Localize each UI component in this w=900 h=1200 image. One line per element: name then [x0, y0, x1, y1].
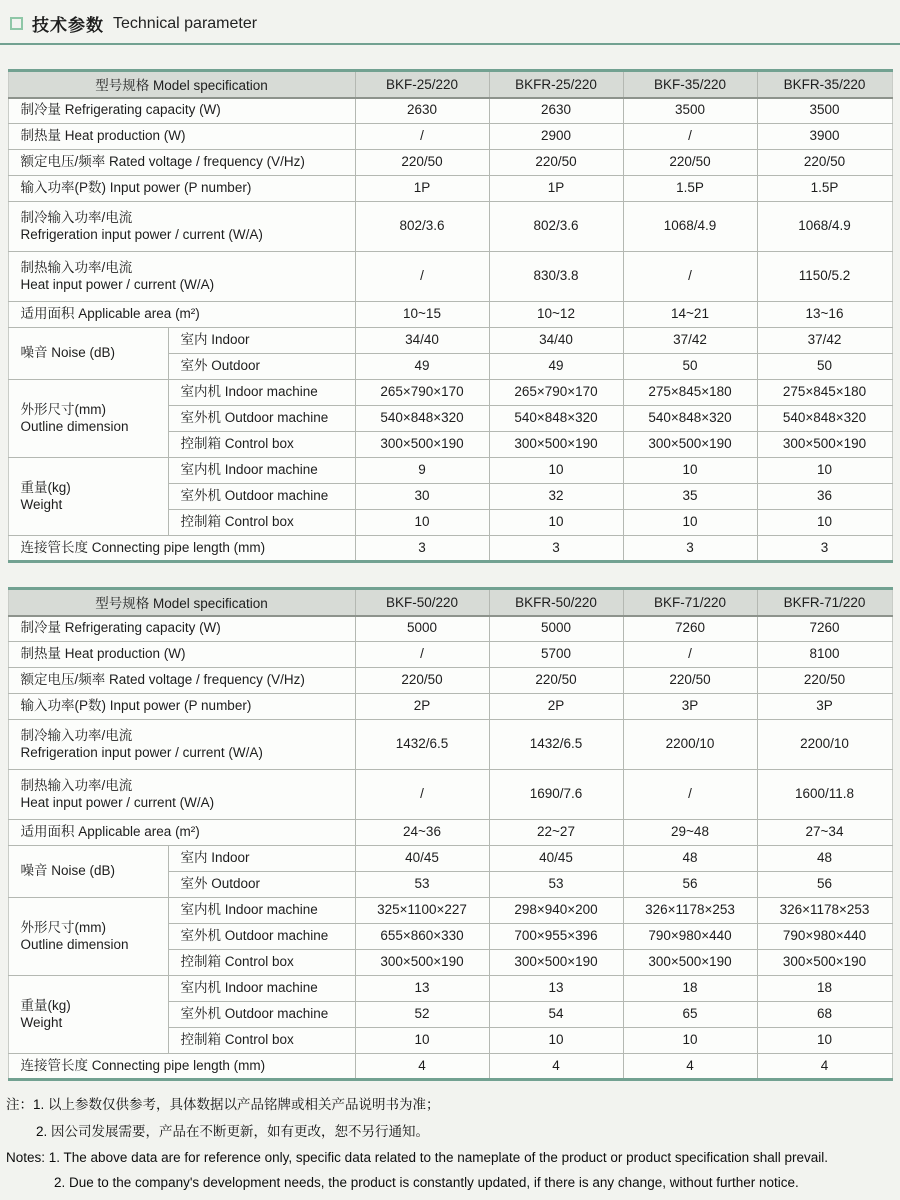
- table-header: [8, 71, 892, 98]
- value-cell: 790×980×440: [757, 924, 892, 950]
- label-line: Outline dimension: [20, 418, 129, 434]
- value-cell: 540×848×320: [489, 406, 623, 432]
- value-cell: 220/50: [489, 150, 623, 176]
- value-cell: 5700: [489, 642, 623, 668]
- label-line: 重量(kg): [20, 997, 71, 1013]
- table-row: [8, 1054, 892, 1080]
- table-row: [8, 124, 892, 150]
- value-cell: 300×500×190: [355, 432, 489, 458]
- value-cell: 220/50: [355, 150, 489, 176]
- value-cell: 540×848×320: [623, 406, 757, 432]
- table-body: [8, 616, 892, 1080]
- model-column-header-cell: BKFR-50/220: [489, 589, 623, 616]
- value-cell: 1P: [489, 176, 623, 202]
- table-row: [8, 820, 892, 846]
- row-label-cell: [8, 720, 355, 770]
- row-label-cell: 连接管长度 Connecting pipe length (mm): [8, 1054, 355, 1080]
- label-line: Weight: [20, 1014, 63, 1030]
- value-cell: 300×500×190: [757, 950, 892, 976]
- value-cell: 56: [623, 872, 757, 898]
- table-row: [8, 150, 892, 176]
- model-column-header-cell: BKF-71/220: [623, 589, 757, 616]
- value-cell: 36: [757, 484, 892, 510]
- value-cell: /: [623, 770, 757, 820]
- value-cell: 35: [623, 484, 757, 510]
- sub-label-cell: 室内机 Indoor machine: [168, 976, 355, 1002]
- page-title-en: Technical parameter: [113, 14, 258, 32]
- model-column-header-cell: BKFR-71/220: [757, 589, 892, 616]
- value-cell: 655×860×330: [355, 924, 489, 950]
- value-cell: 4: [757, 1054, 892, 1080]
- value-cell: 22~27: [489, 820, 623, 846]
- value-cell: 50: [757, 354, 892, 380]
- value-cell: 30: [355, 484, 489, 510]
- value-cell: /: [355, 770, 489, 820]
- value-cell: 220/50: [489, 668, 623, 694]
- note-en-line-1: Notes: 1. The above data are for reference only, specific data related to the nameplate of the product or product specification shall prevail.: [6, 1150, 828, 1165]
- table-row: [8, 770, 892, 820]
- value-cell: 220/50: [757, 668, 892, 694]
- value-cell: 10: [489, 1028, 623, 1054]
- value-cell: 300×500×190: [757, 432, 892, 458]
- value-cell: 2P: [489, 694, 623, 720]
- value-cell: 265×790×170: [355, 380, 489, 406]
- sub-label-cell: 室外 Outdoor: [168, 354, 355, 380]
- label-line: 外形尺寸(mm): [20, 919, 106, 935]
- value-cell: 275×845×180: [757, 380, 892, 406]
- model-column-header-cell: BKFR-25/220: [489, 71, 623, 98]
- group-label-cell: [8, 976, 168, 1054]
- sub-label-cell: 控制箱 Control box: [168, 510, 355, 536]
- table-row: [8, 846, 892, 872]
- value-cell: 48: [757, 846, 892, 872]
- table-body: [8, 98, 892, 562]
- value-cell: 700×955×396: [489, 924, 623, 950]
- table-row: [8, 536, 892, 562]
- value-cell: 4: [623, 1054, 757, 1080]
- header-row: [8, 589, 892, 616]
- group-label-cell: [8, 380, 168, 458]
- table-row: [8, 616, 892, 642]
- value-cell: 298×940×200: [489, 898, 623, 924]
- value-cell: 49: [355, 354, 489, 380]
- sub-label-cell: 室外机 Outdoor machine: [168, 406, 355, 432]
- value-cell: 1P: [355, 176, 489, 202]
- label-line: 制冷输入功率/电流: [20, 727, 133, 743]
- row-label-cell: [8, 202, 355, 252]
- label-line: 外形尺寸(mm): [20, 401, 106, 417]
- row-label-cell: [8, 252, 355, 302]
- note-zh-line-1: 注：1. 以上参数仅供参考，具体数据以产品铭牌或相关产品说明书为准；: [6, 1097, 440, 1112]
- label-line: Weight: [20, 496, 63, 512]
- value-cell: 2200/10: [623, 720, 757, 770]
- value-cell: 54: [489, 1002, 623, 1028]
- row-label-cell: 制热量 Heat production (W): [8, 124, 355, 150]
- value-cell: 24~36: [355, 820, 489, 846]
- value-cell: 300×500×190: [489, 950, 623, 976]
- value-cell: 3900: [757, 124, 892, 150]
- value-cell: 53: [489, 872, 623, 898]
- value-cell: 52: [355, 1002, 489, 1028]
- sub-label-cell: 室外 Outdoor: [168, 872, 355, 898]
- row-label-cell: 输入功率(P数) Input power (P number): [8, 176, 355, 202]
- value-cell: 10: [355, 1028, 489, 1054]
- row-label-cell: 适用面积 Applicable area (m²): [8, 820, 355, 846]
- value-cell: 8100: [757, 642, 892, 668]
- label-line: Heat input power / current (W/A): [20, 276, 215, 292]
- row-label-cell: 额定电压/频率 Rated voltage / frequency (V/Hz): [8, 668, 355, 694]
- table-row: [8, 176, 892, 202]
- value-cell: 220/50: [623, 668, 757, 694]
- value-cell: 40/45: [355, 846, 489, 872]
- value-cell: /: [355, 124, 489, 150]
- value-cell: 10: [489, 458, 623, 484]
- note-en-line-2: 2. Due to the company's development needs, the product is constantly updated, if there is any change, without further notice.: [54, 1175, 799, 1190]
- value-cell: 4: [489, 1054, 623, 1080]
- label-line: 噪音 Noise (dB): [20, 863, 116, 879]
- table-row: [8, 252, 892, 302]
- value-cell: 48: [623, 846, 757, 872]
- value-cell: 37/42: [757, 328, 892, 354]
- value-cell: 2900: [489, 124, 623, 150]
- notes: [6, 1091, 890, 1195]
- value-cell: 7260: [623, 616, 757, 642]
- value-cell: 220/50: [757, 150, 892, 176]
- value-cell: 3: [355, 536, 489, 562]
- sub-label-cell: 室外机 Outdoor machine: [168, 924, 355, 950]
- sub-label-cell: 室外机 Outdoor machine: [168, 1002, 355, 1028]
- value-cell: 10~12: [489, 302, 623, 328]
- value-cell: 13~16: [757, 302, 892, 328]
- value-cell: 34/40: [489, 328, 623, 354]
- value-cell: /: [355, 642, 489, 668]
- value-cell: 10: [623, 458, 757, 484]
- value-cell: 265×790×170: [489, 380, 623, 406]
- value-cell: 2630: [489, 98, 623, 124]
- sub-label-cell: 控制箱 Control box: [168, 1028, 355, 1054]
- value-cell: 830/3.8: [489, 252, 623, 302]
- value-cell: /: [623, 642, 757, 668]
- value-cell: 2630: [355, 98, 489, 124]
- group-label-cell: [8, 846, 168, 898]
- value-cell: 5000: [355, 616, 489, 642]
- value-cell: 3: [623, 536, 757, 562]
- value-cell: 1432/6.5: [489, 720, 623, 770]
- value-cell: 326×1178×253: [757, 898, 892, 924]
- sub-label-cell: 室内 Indoor: [168, 328, 355, 354]
- sub-label-cell: 控制箱 Control box: [168, 432, 355, 458]
- sub-label-cell: 室内机 Indoor machine: [168, 898, 355, 924]
- value-cell: 802/3.6: [355, 202, 489, 252]
- label-line: 制冷输入功率/电流: [20, 209, 133, 225]
- value-cell: 27~34: [757, 820, 892, 846]
- value-cell: 49: [489, 354, 623, 380]
- model-column-header-cell: BKF-35/220: [623, 71, 757, 98]
- label-line: 制热输入功率/电流: [20, 777, 133, 793]
- table-header: [8, 589, 892, 616]
- value-cell: 3: [489, 536, 623, 562]
- row-label-cell: [8, 770, 355, 820]
- page-title-zh: 技术参数: [32, 16, 104, 35]
- table-row: [8, 458, 892, 484]
- value-cell: 50: [623, 354, 757, 380]
- row-label-cell: 连接管长度 Connecting pipe length (mm): [8, 536, 355, 562]
- value-cell: 9: [355, 458, 489, 484]
- row-label-cell: 适用面积 Applicable area (m²): [8, 302, 355, 328]
- value-cell: 10: [489, 510, 623, 536]
- value-cell: 220/50: [623, 150, 757, 176]
- sub-label-cell: 室内机 Indoor machine: [168, 458, 355, 484]
- tables-container: [0, 69, 900, 1081]
- value-cell: 10: [757, 1028, 892, 1054]
- table-row: [8, 328, 892, 354]
- value-cell: 325×1100×227: [355, 898, 489, 924]
- title-square-icon: [10, 17, 23, 30]
- value-cell: 540×848×320: [355, 406, 489, 432]
- value-cell: 300×500×190: [623, 432, 757, 458]
- value-cell: 1.5P: [757, 176, 892, 202]
- label-line: Refrigeration input power / current (W/A): [20, 744, 263, 760]
- value-cell: 790×980×440: [623, 924, 757, 950]
- group-label-cell: [8, 458, 168, 536]
- value-cell: 326×1178×253: [623, 898, 757, 924]
- group-label-cell: [8, 898, 168, 976]
- row-label-cell: 额定电压/频率 Rated voltage / frequency (V/Hz): [8, 150, 355, 176]
- table-row: [8, 668, 892, 694]
- value-cell: 3P: [757, 694, 892, 720]
- model-column-header-cell: BKFR-35/220: [757, 71, 892, 98]
- table-row: [8, 694, 892, 720]
- value-cell: 34/40: [355, 328, 489, 354]
- value-cell: 37/42: [623, 328, 757, 354]
- value-cell: 10: [623, 510, 757, 536]
- table-row: [8, 98, 892, 124]
- value-cell: 1068/4.9: [757, 202, 892, 252]
- value-cell: 300×500×190: [355, 950, 489, 976]
- value-cell: 5000: [489, 616, 623, 642]
- value-cell: 10: [355, 510, 489, 536]
- value-cell: 10: [623, 1028, 757, 1054]
- value-cell: 1432/6.5: [355, 720, 489, 770]
- value-cell: 275×845×180: [623, 380, 757, 406]
- sub-label-cell: 室内 Indoor: [168, 846, 355, 872]
- model-column-header-cell: BKF-25/220: [355, 71, 489, 98]
- table-row: [8, 976, 892, 1002]
- value-cell: 14~21: [623, 302, 757, 328]
- value-cell: 7260: [757, 616, 892, 642]
- value-cell: 18: [623, 976, 757, 1002]
- table-row: [8, 642, 892, 668]
- value-cell: 29~48: [623, 820, 757, 846]
- model-column-header-cell: BKF-50/220: [355, 589, 489, 616]
- table-row: [8, 720, 892, 770]
- value-cell: 40/45: [489, 846, 623, 872]
- spec-table-1: [8, 69, 893, 563]
- value-cell: 802/3.6: [489, 202, 623, 252]
- value-cell: 3500: [757, 98, 892, 124]
- value-cell: 540×848×320: [757, 406, 892, 432]
- value-cell: 10: [757, 510, 892, 536]
- title-divider: [0, 43, 900, 45]
- value-cell: 56: [757, 872, 892, 898]
- spec-table-2: [8, 587, 893, 1081]
- sub-label-cell: 室内机 Indoor machine: [168, 380, 355, 406]
- label-line: Refrigeration input power / current (W/A): [20, 226, 263, 242]
- value-cell: 2P: [355, 694, 489, 720]
- row-label-cell: 制热量 Heat production (W): [8, 642, 355, 668]
- value-cell: 18: [757, 976, 892, 1002]
- label-line: 噪音 Noise (dB): [20, 345, 116, 361]
- value-cell: 53: [355, 872, 489, 898]
- note-zh-line-2: 2. 因公司发展需要，产品在不断更新，如有更改，恕不另行通知。: [36, 1124, 430, 1139]
- table-row: [8, 302, 892, 328]
- value-cell: 65: [623, 1002, 757, 1028]
- table-row: [8, 898, 892, 924]
- sub-label-cell: 控制箱 Control box: [168, 950, 355, 976]
- label-line: Outline dimension: [20, 936, 129, 952]
- sub-label-cell: 室外机 Outdoor machine: [168, 484, 355, 510]
- value-cell: 32: [489, 484, 623, 510]
- value-cell: 1690/7.6: [489, 770, 623, 820]
- label-line: Heat input power / current (W/A): [20, 794, 215, 810]
- value-cell: 13: [489, 976, 623, 1002]
- value-cell: 300×500×190: [623, 950, 757, 976]
- value-cell: 3500: [623, 98, 757, 124]
- value-cell: 1068/4.9: [623, 202, 757, 252]
- header-row: [8, 71, 892, 98]
- label-line: 制热输入功率/电流: [20, 259, 133, 275]
- row-label-cell: 制冷量 Refrigerating capacity (W): [8, 98, 355, 124]
- value-cell: 1600/11.8: [757, 770, 892, 820]
- value-cell: 10~15: [355, 302, 489, 328]
- page-title: [0, 0, 900, 43]
- row-label-cell: 输入功率(P数) Input power (P number): [8, 694, 355, 720]
- value-cell: 220/50: [355, 668, 489, 694]
- table-row: [8, 202, 892, 252]
- value-cell: /: [355, 252, 489, 302]
- value-cell: 13: [355, 976, 489, 1002]
- value-cell: 1150/5.2: [757, 252, 892, 302]
- value-cell: 10: [757, 458, 892, 484]
- value-cell: /: [623, 252, 757, 302]
- value-cell: 3P: [623, 694, 757, 720]
- table-row: [8, 380, 892, 406]
- model-spec-header-cell: 型号规格 Model specification: [8, 71, 355, 98]
- label-line: 重量(kg): [20, 479, 71, 495]
- value-cell: 1.5P: [623, 176, 757, 202]
- model-spec-header-cell: 型号规格 Model specification: [8, 589, 355, 616]
- value-cell: 300×500×190: [489, 432, 623, 458]
- row-label-cell: 制冷量 Refrigerating capacity (W): [8, 616, 355, 642]
- value-cell: 68: [757, 1002, 892, 1028]
- group-label-cell: [8, 328, 168, 380]
- value-cell: /: [623, 124, 757, 150]
- value-cell: 4: [355, 1054, 489, 1080]
- value-cell: 3: [757, 536, 892, 562]
- value-cell: 2200/10: [757, 720, 892, 770]
